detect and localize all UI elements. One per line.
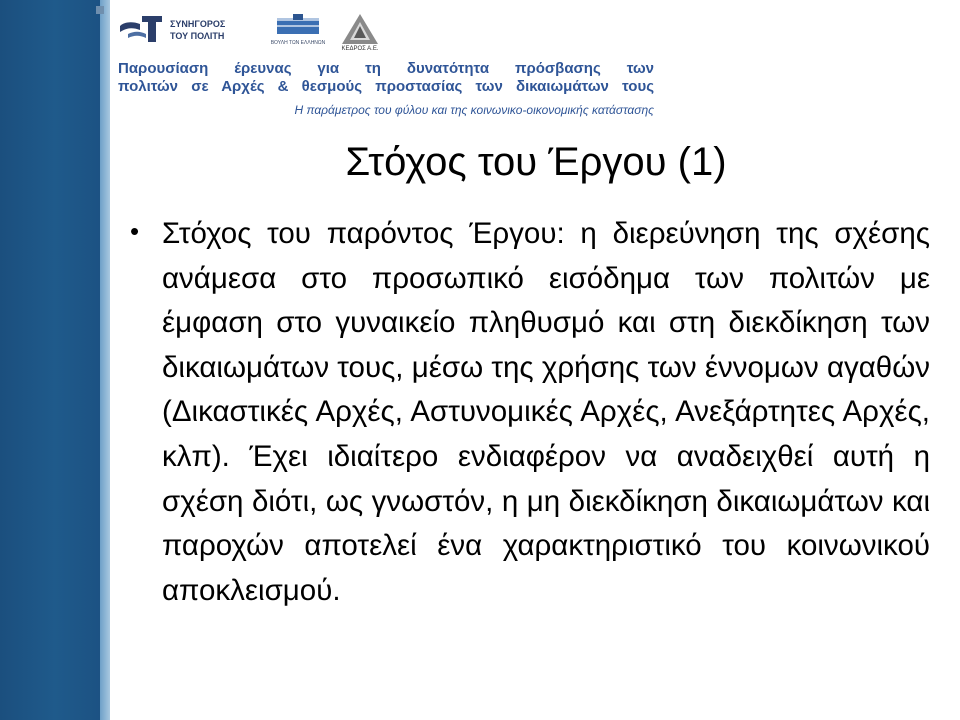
kedros-mountain-icon	[340, 12, 380, 46]
ombudsman-line1: ΣΥΝΗΓΟΡΟΣ	[170, 19, 226, 29]
parliament-caption: ΒΟΥΛΗ ΤΩΝ ΕΛΛΗΝΩΝ	[270, 40, 326, 46]
ombudsman-logo	[118, 12, 248, 54]
header-title	[118, 60, 654, 96]
header-subtitle: Η παράμετρος του φύλου και της κοινωνικο-οικονομικής κατάστασης	[294, 103, 654, 117]
ombudsman-mark-icon	[118, 12, 168, 48]
parliament-emblem-icon	[263, 12, 333, 40]
slide-title: Στόχος του Έργου (1)	[345, 140, 727, 184]
bullet-text: Στόχος του παρόντος Έργου: η διερεύνηση της σχέσης ανάμεσα στο προσωπικό εισόδημα των πολιτών με έμφαση στο γυναικείο πληθυσμό και στη διεκδίκηση των δικαιωμάτων τους, μέσω της χρήσης των έννομων αγαθών (Δικαστικές Αρχές, Αστυνομικές Αρχές, Ανεξάρτητες Αρχές, κλπ). Έχει ιδιαίτερο ενδιαφέρον να αναδειχθεί αυτή η σχέση διότι, ως γνωστόν, η μη διεκδίκηση δικαιωμάτων και παροχών αποτελεί ένα χαρακτηριστικό του κοινωνικού αποκλεισμού.	[162, 217, 930, 607]
header-title-line2: πολιτών σε Αρχές & θεσμούς προστασίας των δικαιωμάτων τους	[118, 78, 654, 95]
logo-strip	[118, 12, 418, 54]
parliament-logo	[263, 12, 333, 54]
kedros-caption: ΚΕΔΡΟΣ Α.Ε.	[341, 46, 379, 52]
left-band-stripe	[100, 0, 110, 720]
bullet-marker: •	[130, 216, 140, 246]
corner-accent	[96, 6, 104, 14]
header-title-line1: Παρουσίαση έρευνας για τη δυνατότητα πρόσβασης των	[118, 60, 654, 77]
ombudsman-logo-text	[170, 18, 225, 42]
left-decorative-band	[0, 0, 100, 720]
kedros-logo	[340, 12, 380, 54]
ombudsman-line2: ΤΟΥ ΠΟΛΙΤΗ	[170, 31, 225, 41]
